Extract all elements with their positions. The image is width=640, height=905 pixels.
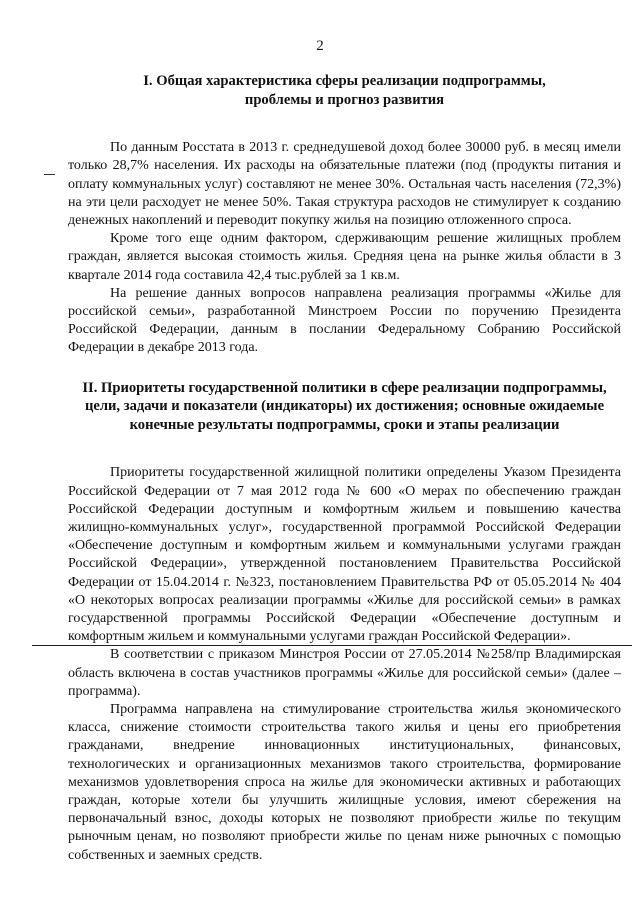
section-1-title-line-1: I. Общая характеристика сферы реализации подпрограммы, [143, 73, 546, 89]
section-2-paragraph-1: Приоритеты государственной жилищной политики определены Указом Президента Российской Федерации от 7 мая 2012 года № 600 «О мерах по обеспечению граждан Российской Федерации доступным и комфортным жильем и повышению качества жилищно-коммунальных услуг», государственной программой Российской Федерации «Обеспечение доступным и комфортным жильем и коммунальными услугами граждан Российской Федерации», утвержденной постановлением Правительства Российской Федерации от 15.04.2014 г. №323, постановлением Правительства РФ от 05.05.2014 № 404 «О некоторых вопросах реализации программы «Жилье для российской семьи» в рамках государственной программы Российской Федерации «Обеспечение доступным и комфортным жильем и коммунальными услугами граждан Российской Федерации». [68, 465, 621, 645]
section-1-paragraph-1: По данным Росстата в 2013 г. среднедушевой доход более 30000 руб. в месяц имели только 28,7% населения. Их расходы на обязательные платежи (под (продукты питания и оплату коммунальных услуг) составляют не менее 30%. Остальная часть населения (72,3%) на эти цели расходует не менее 50%. Такая структура расходов не стимулирует к созданию денежных накоплений и переводит покупку жилья на позицию отложенного спроса. [68, 140, 621, 228]
section-1-title-line-2: проблемы и прогноз развития [244, 91, 445, 108]
section-2-title-line-2: цели, задачи и показатели (индикаторы) их достижения; основные ожидаемые [84, 398, 605, 415]
section-2-title-line-3: конечные результаты подпрограммы, сроки и этапы реализации [129, 416, 560, 433]
horizontal-rule [32, 645, 632, 646]
page-number: 2 [316, 38, 324, 54]
document-body [68, 72, 621, 865]
section-1-title [68, 72, 621, 109]
section-2-title-line-1: II. Приоритеты государственной политики в сфере реализации подпрограммы, [82, 379, 607, 396]
section-2-paragraph-3: Программа направлена на стимулирование строительства жилья экономического класса, снижение стоимости строительства такого жилья и цены его приобретения гражданами, внедрение инновационных институциональных, финансовых, технологических и организационных механизмов такого строительства, формирование механизмов удовлетворения спроса на жилье для экономически активных и работающих граждан, которые хотели бы улучшить жилищные условия, имеют сбережения на первоначальный взнос, доходы которых не позволяют приобрести жилье по текущим рыночным ценам, но позволяют приобрести жилье по ценам ниже рыночных с помощью собственных и заемных средств. [68, 702, 621, 863]
section-2-title [68, 379, 621, 435]
section-1-paragraph-3: На решение данных вопросов направлена реализация программы «Жилье для российской семьи», разработанной Минстроем России по поручению Президента Российской Федерации, данным в послании Федеральному Собранию Российской Федерации в декабре 2013 года. [68, 285, 621, 356]
margin-mark [44, 174, 55, 175]
section-1-paragraph-2: Кроме того еще одним фактором, сдерживающим решение жилищных проблем граждан, является высокая стоимость жилья. Средняя цена на рынке жилья области в 3 квартале 2014 года составила 42,4 тыс.рублей за 1 кв.м. [68, 231, 621, 283]
section-2-paragraph-2: В соответствии с приказом Минстроя России от 27.05.2014 №258/пр Владимирская область включена в состав участников программы «Жилье для российской семьи» (далее – программа). [68, 647, 621, 699]
